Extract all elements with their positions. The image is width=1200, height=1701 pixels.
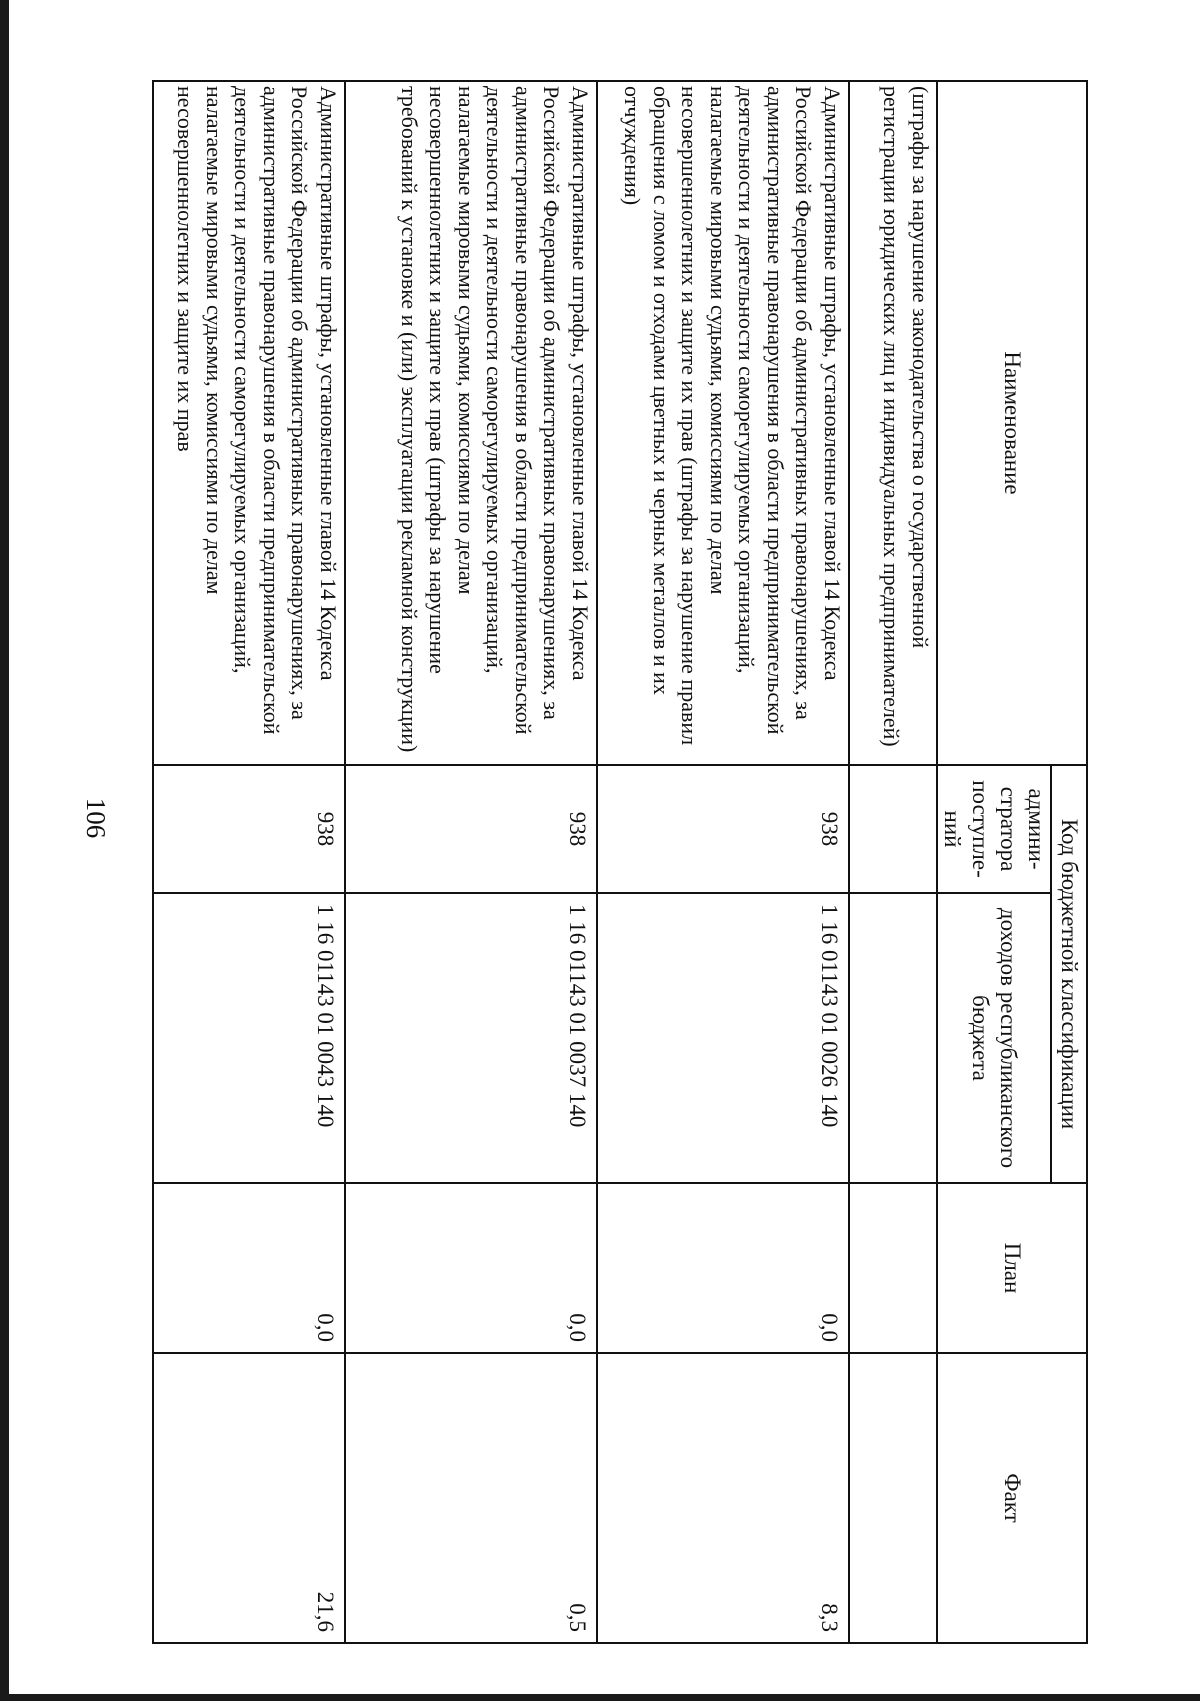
table-row bbox=[345, 81, 597, 1643]
scan-bottom-edge bbox=[0, 1694, 1200, 1701]
row-fact: 8,3 bbox=[597, 1353, 849, 1643]
row-name: (штрафы за нарушение законодательства о государственной регистрации юридических лиц и индивидуальных предпринимателей) bbox=[849, 81, 937, 765]
header-code-group: Код бюджетной классификации bbox=[1051, 765, 1087, 1183]
header-administrator: админи- стратора поступле- ний bbox=[937, 765, 1051, 893]
row-code: 1 16 01143 01 0043 140 bbox=[153, 893, 345, 1183]
header-fact: Факт bbox=[937, 1353, 1087, 1643]
table-row bbox=[597, 81, 849, 1643]
row-code: 1 16 01143 01 0026 140 bbox=[597, 893, 849, 1183]
page-number: 106 bbox=[81, 797, 111, 839]
row-fact: 0,5 bbox=[345, 1353, 597, 1643]
row-administrator: 938 bbox=[153, 765, 345, 893]
row-administrator: 938 bbox=[345, 765, 597, 893]
rotated-table-wrapper bbox=[152, 80, 1088, 1642]
row-name: Административные штрафы, установленные главой 14 Кодекса Российской Федерации об административных правонарушениях, за административные правонарушения в области предпринимательской деятельности и деятельности саморегулируемых организаций, налагаемые мировыми судьями, комиссиями по делам несовершеннолетних и защите их прав (штрафы за нарушение требований к установке и (или) эксплуатации рекламной конструкции) bbox=[345, 81, 597, 765]
row-code bbox=[849, 893, 937, 1183]
row-code: 1 16 01143 01 0037 140 bbox=[345, 893, 597, 1183]
row-plan: 0,0 bbox=[597, 1183, 849, 1353]
budget-revenue-table bbox=[152, 80, 1088, 1644]
row-fact: 21,6 bbox=[153, 1353, 345, 1643]
row-plan bbox=[849, 1183, 937, 1353]
row-plan: 0,0 bbox=[345, 1183, 597, 1353]
row-name: Административные штрафы, установленные главой 14 Кодекса Российской Федерации об административных правонарушениях, за административные правонарушения в области предпринимательской деятельности и деятельности саморегулируемых организаций, налагаемые мировыми судьями, комиссиями по делам несовершеннолетних и защите их прав bbox=[153, 81, 345, 765]
row-name: Административные штрафы, установленные главой 14 Кодекса Российской Федерации об административных правонарушениях, за административные правонарушения в области предпринимательской деятельности и деятельности саморегулируемых организаций, налагаемые мировыми судьями, комиссиями по делам несовершеннолетних и защите их прав (штрафы за нарушение правил обращения с ломом и отходами цветных и черных металлов и их отчуждения) bbox=[597, 81, 849, 765]
header-revenue: доходов республиканского бюджета bbox=[937, 893, 1051, 1183]
header-row-top bbox=[1051, 81, 1087, 1643]
header-name: Наименование bbox=[937, 81, 1087, 765]
row-fact bbox=[849, 1353, 937, 1643]
row-plan: 0,0 bbox=[153, 1183, 345, 1353]
row-administrator bbox=[849, 765, 937, 893]
table-row bbox=[153, 81, 345, 1643]
scan-left-edge bbox=[0, 0, 9, 1701]
header-plan: План bbox=[937, 1183, 1087, 1353]
table-row bbox=[849, 81, 937, 1643]
row-administrator: 938 bbox=[597, 765, 849, 893]
